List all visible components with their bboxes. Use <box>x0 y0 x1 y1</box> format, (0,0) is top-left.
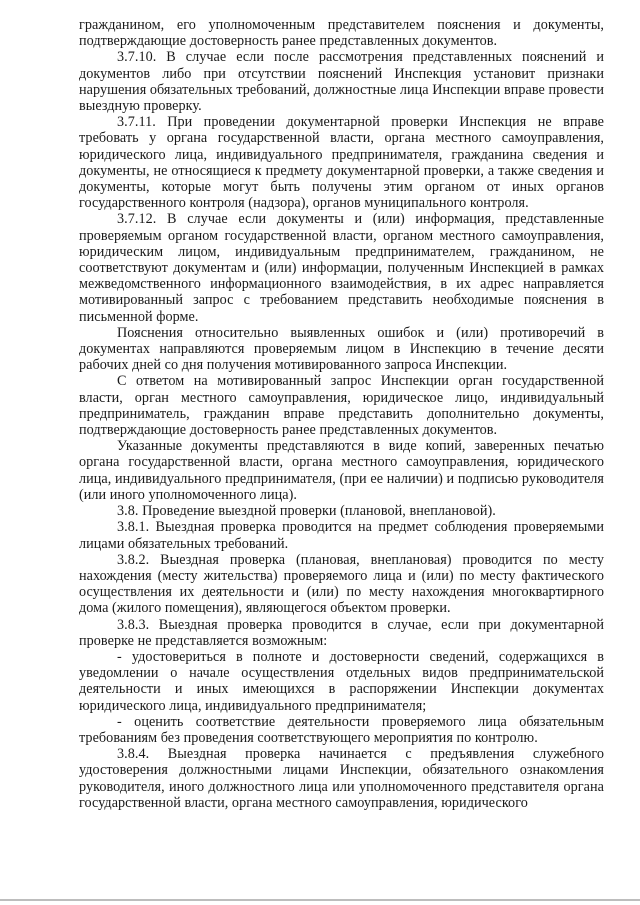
paragraph-copies: Указанные документы представляются в виде копий, заверенных печатью органа государственной власти, органа местного самоуправления, юридического лица, индивидуального предпринимателя, (при ее наличии) и подписью руководителя (или иного уполномоченного лица). <box>79 438 604 503</box>
paragraph-response: С ответом на мотивированный запрос Инспекции орган государственной власти, орган местного самоуправления, юридическое лицо, индивидуальный предприниматель, гражданин вправе представить дополнительно документы, подтверждающие достоверность ранее представленных документов. <box>79 373 604 439</box>
paragraph-explanations: Пояснения относительно выявленных ошибок и (или) противоречий в документах направляются проверяемым лицом в Инспекцию в течение десяти рабочих дней со дня получения мотивированного запроса Инспекции. <box>79 324 604 374</box>
paragraph-3-7-12: 3.7.12. В случае если документы и (или) информация, представленные проверяемым органом государственной власти, органом местного самоуправления, юридическим лицом, индивидуальным предпринимателем, гражданином, не соответствуют документам и (или) информации, полученным Инспекцией в рамках межведомственного информационного взаимодействия, в их адрес направляется мотивированный запрос с требованием представить необходимые пояснения в письменной форме. <box>79 211 604 325</box>
paragraph-3-8-4: 3.8.4. Выездная проверка начинается с предъявления служебного удостоверения должностными лицами Инспекции, обязательного ознакомления руководителя, иного должностного лица или уполномоченного представителя органа государственной власти, органа местного самоуправления, юридического <box>79 746 604 811</box>
paragraph-3-7-11: 3.7.11. При проведении документарной проверки Инспекция не вправе требовать у органа государственной власти, органа местного самоуправления, юридического лица, индивидуального предпринимателя, гражданина сведения и документы, не относящиеся к предмету документарной проверки, а также сведения и документы, которые могут быть получены этим органом от иных органов государственного контроля (надзора), органов муниципального контроля. <box>79 114 604 212</box>
paragraph-3-8-1: 3.8.1. Выездная проверка проводится на предмет соблюдения проверяемыми лицами обязательных требований. <box>79 519 604 552</box>
list-item-verify: - удостовериться в полноте и достоверности сведений, содержащихся в уведомлении о начале осуществления отдельных видов предпринимательской деятельности и иных имеющихся в распоряжении Инспекции документах юридического лица, индивидуального предпринимателя; <box>79 648 604 714</box>
paragraph-3-8-3: 3.8.3. Выездная проверка проводится в случае, если при документарной проверке не представляется возможным: <box>79 616 604 649</box>
paragraph-continuation: гражданином, его уполномоченным представителем пояснения и документы, подтверждающие достоверность ранее представленных документов. <box>79 17 604 50</box>
paragraph-3-8-2: 3.8.2. Выездная проверка (плановая, внеплановая) проводится по месту нахождения (месту жительства) проверяемого лица и (или) по месту фактического осуществления их деятельности и (или) по месту нахождения многоквартирного дома (жилого помещения), являющегося объектом проверки. <box>79 551 604 617</box>
paragraph-3-7-10: 3.7.10. В случае если после рассмотрения представленных пояснений и документов либо при отсутствии пояснений Инспекция установит признаки нарушения обязательных требований, должностные лица Инспекции вправе провести выездную проверку. <box>79 49 604 115</box>
page-bottom-edge <box>0 899 640 901</box>
section-heading-3-8: 3.8. Проведение выездной проверки (плановой, внеплановой). <box>117 503 496 520</box>
list-item-evaluate: - оценить соответствие деятельности проверяемого лица обязательным требованиям без проведения соответствующего мероприятия по контролю. <box>79 713 604 746</box>
